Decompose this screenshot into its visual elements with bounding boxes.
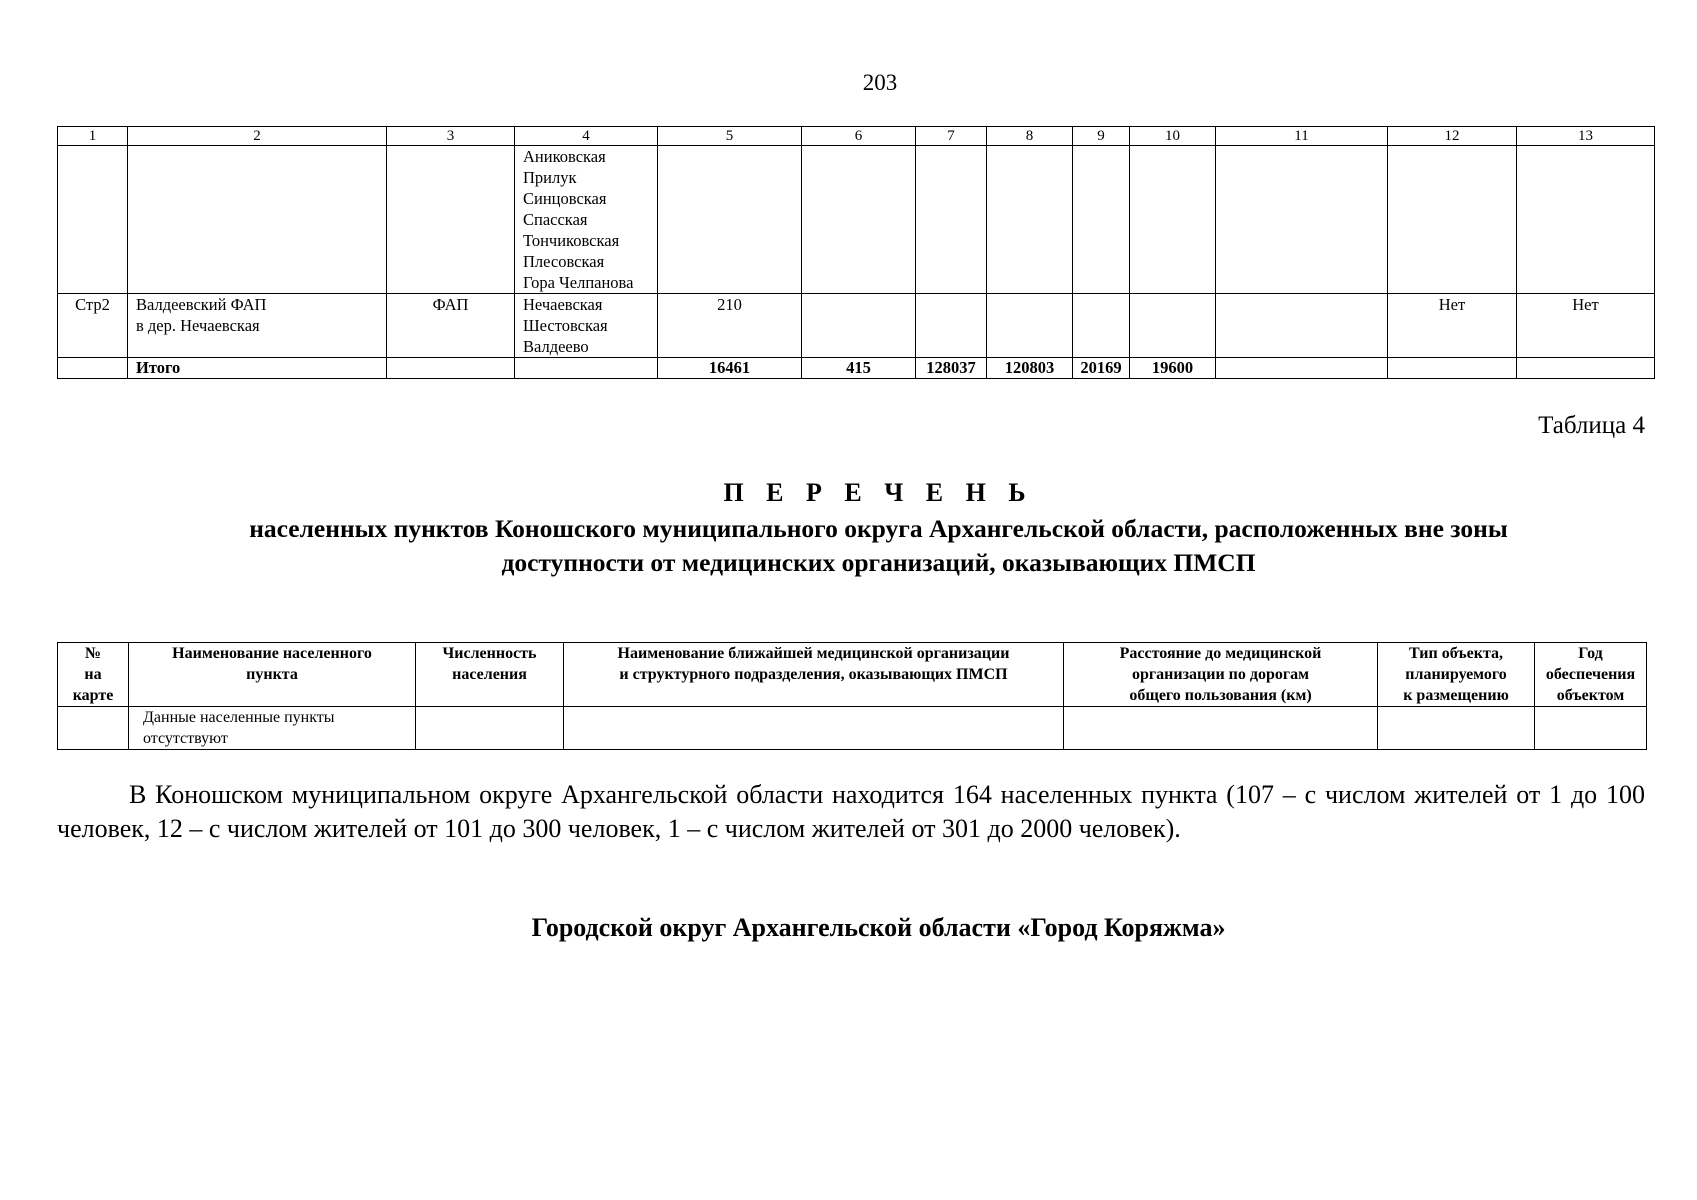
list-subtitle-line1: населенных пунктов Коношского муниципального округа Архангельской области, расположенных вне зоны — [249, 514, 1508, 543]
total-value: 128037 — [916, 358, 987, 379]
no-data-line: отсутствуют — [143, 730, 228, 747]
table-cell — [1388, 146, 1517, 294]
column-number: 7 — [916, 127, 987, 146]
settlement-name: Гора Челпанова — [523, 273, 634, 292]
column-header — [58, 643, 129, 707]
table-cell — [1130, 294, 1216, 358]
settlements-cell — [515, 294, 658, 358]
table-cell — [658, 146, 802, 294]
column-header-line: карте — [72, 687, 114, 704]
column-header-line: № — [84, 645, 102, 662]
table-cell — [1517, 146, 1655, 294]
table-cell — [987, 294, 1073, 358]
column-header — [1064, 643, 1378, 707]
column-number: 13 — [1517, 127, 1655, 146]
table-cell — [58, 146, 128, 294]
facility-name-cell — [128, 294, 387, 358]
column-header-line: Расстояние до медицинской — [1119, 645, 1322, 662]
column-header — [1378, 643, 1535, 707]
total-value: 16461 — [658, 358, 802, 379]
total-row — [58, 358, 1655, 379]
population-cell: 210 — [658, 294, 802, 358]
table-header-row — [58, 643, 1647, 707]
column-header-line: Наименование ближайшей медицинской организации — [617, 645, 1010, 662]
table-cell — [1388, 358, 1517, 379]
table-cell — [1216, 358, 1388, 379]
table-cell — [564, 707, 1064, 750]
column-number: 5 — [658, 127, 802, 146]
settlement-name: Шестовская — [523, 316, 608, 335]
column-header-line: планируемого — [1405, 666, 1507, 683]
total-value: 20169 — [1073, 358, 1130, 379]
column-number: 3 — [387, 127, 515, 146]
table-cell — [987, 146, 1073, 294]
settlement-name: Плесовская — [523, 252, 605, 271]
table-cell — [1073, 294, 1130, 358]
column-header-line: на — [84, 666, 102, 683]
table-row — [58, 707, 1647, 750]
column-header-line: Численность — [442, 645, 537, 662]
column-header-line: к размещению — [1403, 687, 1509, 704]
column-number: 4 — [515, 127, 658, 146]
table-cell: Нет — [1388, 294, 1517, 358]
column-header-line: общего пользования (км) — [1129, 687, 1312, 704]
table-cell — [1130, 146, 1216, 294]
settlement-name: Синцовская — [523, 189, 607, 208]
list-title: П Е Р Е Ч Е Н Ь — [723, 478, 1034, 507]
column-number: 11 — [1216, 127, 1388, 146]
column-header-line: Год — [1578, 645, 1603, 662]
table-cell — [58, 358, 128, 379]
column-header-line: Наименование населенного — [172, 645, 372, 662]
table-cell — [1216, 294, 1388, 358]
column-header — [129, 643, 416, 707]
table-cell — [128, 146, 387, 294]
table-cell — [802, 146, 916, 294]
column-header — [1535, 643, 1647, 707]
table-cell — [1517, 358, 1655, 379]
map-code-cell: Стр2 — [58, 294, 128, 358]
column-header-line: объектом — [1556, 687, 1625, 704]
body-paragraph: В Коношском муниципальном округе Архангельской области находится 164 населенных пункта (107 – с числом жителей от 1 до 100 человек, 12 – с числом жителей от 101 до 300 человек, 1 – с числом жителей от 301 до 2000 человек). — [57, 780, 1645, 843]
facilities-table — [57, 126, 1655, 379]
table-cell: Нет — [1517, 294, 1655, 358]
total-value: 120803 — [987, 358, 1073, 379]
table-cell — [802, 294, 916, 358]
list-subtitle-line2: доступности от медицинских организаций, оказывающих ПМСП — [501, 548, 1256, 577]
table-cell — [1535, 707, 1647, 750]
column-number: 9 — [1073, 127, 1130, 146]
table-cell — [1064, 707, 1378, 750]
section-title: Городской округ Архангельской области «Город Коряжма» — [531, 913, 1226, 942]
column-number: 1 — [58, 127, 128, 146]
column-header-line: и структурного подразделения, оказывающих ПМСП — [619, 666, 1008, 683]
page-number: 203 — [862, 70, 898, 95]
table-row — [58, 294, 1655, 358]
settlement-name: Прилук — [523, 168, 577, 187]
column-header — [564, 643, 1064, 707]
table-cell — [1378, 707, 1535, 750]
settlement-name: Нечаевская — [523, 295, 603, 314]
settlement-name: Аниковская — [523, 147, 606, 166]
column-header-line: организации по дорогам — [1131, 666, 1310, 683]
settlement-name: Тончиковская — [523, 231, 620, 250]
table-cell — [1073, 146, 1130, 294]
no-data-cell — [129, 707, 416, 750]
facility-name-line: Валдеевский ФАП — [136, 295, 267, 314]
table-cell — [416, 707, 564, 750]
column-number: 2 — [128, 127, 387, 146]
facility-type-cell: ФАП — [387, 294, 515, 358]
column-header-line: пункта — [246, 666, 298, 683]
table-cell — [916, 146, 987, 294]
column-header — [416, 643, 564, 707]
table-row — [58, 146, 1655, 294]
column-number: 6 — [802, 127, 916, 146]
column-number: 8 — [987, 127, 1073, 146]
settlement-name: Валдеево — [523, 337, 589, 356]
table-cell — [1216, 146, 1388, 294]
settlements-out-of-reach-table — [57, 642, 1647, 750]
table-label: Таблица 4 — [1538, 412, 1645, 439]
total-value: 19600 — [1130, 358, 1216, 379]
column-number: 10 — [1130, 127, 1216, 146]
column-number-row — [58, 127, 1655, 146]
settlement-name: Спасская — [523, 210, 588, 229]
settlements-cell — [515, 146, 658, 294]
total-label: Итого — [128, 358, 387, 379]
column-number: 12 — [1388, 127, 1517, 146]
table-cell — [515, 358, 658, 379]
column-header-line: Тип объекта, — [1408, 645, 1503, 662]
column-header-line: обеспечения — [1545, 666, 1636, 683]
total-value: 415 — [802, 358, 916, 379]
table-cell — [58, 707, 129, 750]
table-cell — [387, 358, 515, 379]
facility-name-line: в дер. Нечаевская — [136, 316, 260, 335]
table-cell — [916, 294, 987, 358]
table-cell — [387, 146, 515, 294]
column-header-line: населения — [452, 666, 527, 683]
no-data-line: Данные населенные пункты — [143, 709, 335, 726]
